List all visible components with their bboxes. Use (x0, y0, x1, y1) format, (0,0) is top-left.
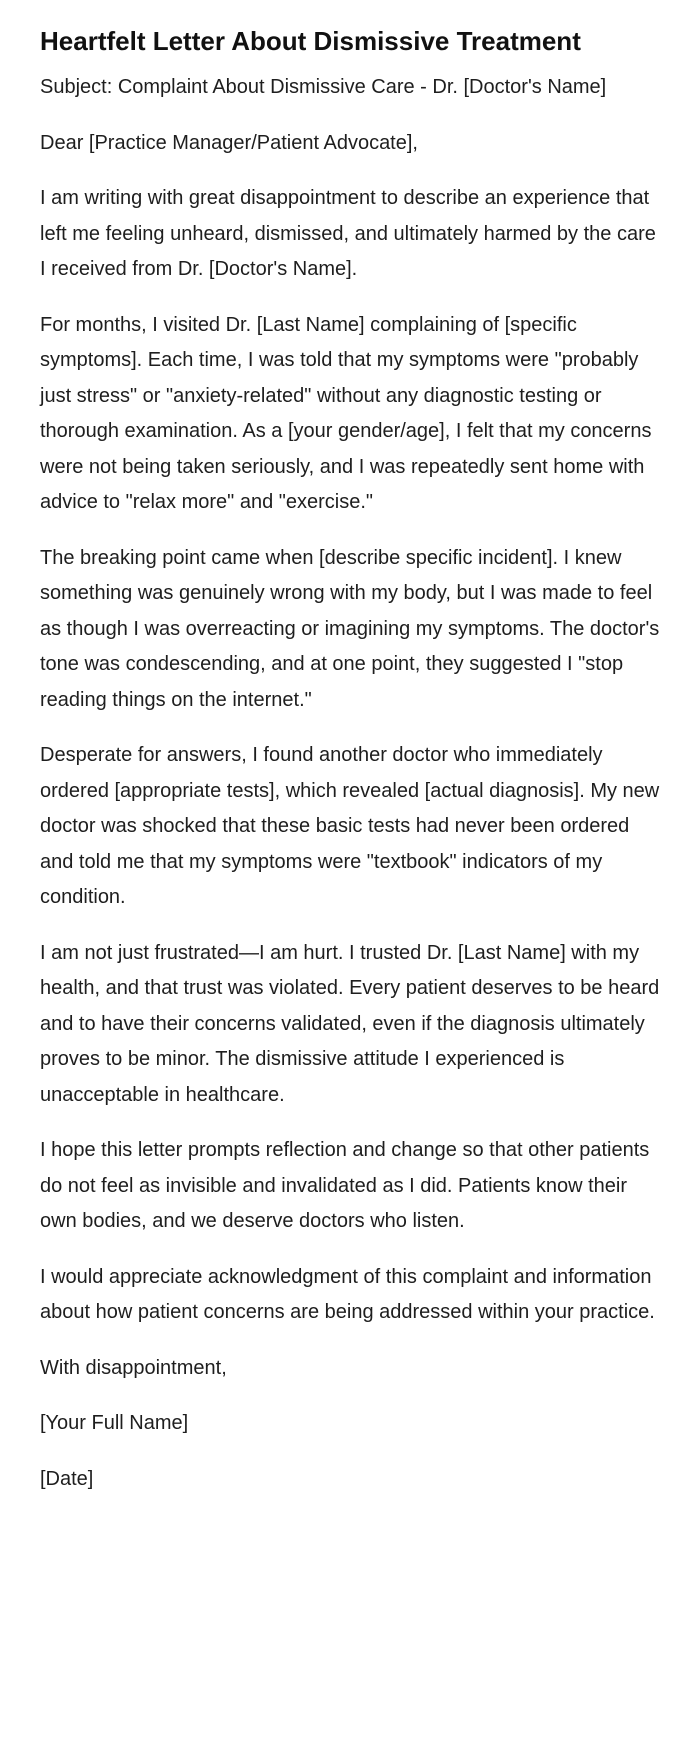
letter-date: [Date] (40, 1467, 94, 1490)
letter-paragraph: I would appreciate acknowledgment of this complaint and information about how patient concerns are being addressed within your practice. (40, 1265, 655, 1323)
letter-paragraph: I hope this letter prompts reflection and change so that other patients do not feel as invisible and invalidated as I did. Patients know their own bodies, and we deserve doctors who listen. (40, 1139, 650, 1232)
letter-signature: [Your Full Name] (40, 1412, 189, 1434)
letter-paragraph: I am not just frustrated—I am hurt. I trusted Dr. [Last Name] with my health, and that trust was violated. Every patient deserves to be heard and to have their concerns validated, even if the diagnosis ultimately proves to be minor. The dismissive attitude I experienced is unacceptable in healthcare. (40, 941, 660, 1106)
letter-closing: With disappointment, (40, 1356, 227, 1379)
letter-paragraph: The breaking point came when [describe specific incident]. I knew something was genuinely wrong with my body, but I was made to feel as though I was overreacting or imagining my symptoms. The doctor's tone was condescending, and at one point, they suggested I "stop reading things on the internet." (40, 546, 660, 711)
letter-salutation: Dear [Practice Manager/Patient Advocate], (40, 131, 418, 154)
page-title: Heartfelt Letter About Dismissive Treatment (40, 26, 581, 56)
letter-paragraph: For months, I visited Dr. [Last Name] complaining of [specific symptoms]. Each time, I was told that my symptoms were "probably just stress" or "anxiety-related" without any diagnostic testing or thorough examination. As a [your gender/age], I felt that my concerns were not being taken seriously, and I was repeatedly sent home with advice to "relax more" and "exercise." (40, 313, 652, 513)
letter-paragraph: Desperate for answers, I found another doctor who immediately ordered [appropriate tests], which revealed [actual diagnosis]. My new doctor was shocked that these basic tests had never been ordered and told me that my symptoms were "textbook" indicators of my condition. (40, 744, 660, 908)
letter-paragraph: I am writing with great disappointment to describe an experience that left me feeling unheard, dismissed, and ultimately harmed by the care I received from Dr. [Doctor's Name]. (40, 187, 656, 280)
letter-subject: Subject: Complaint About Dismissive Care - Dr. [Doctor's Name] (40, 76, 607, 98)
